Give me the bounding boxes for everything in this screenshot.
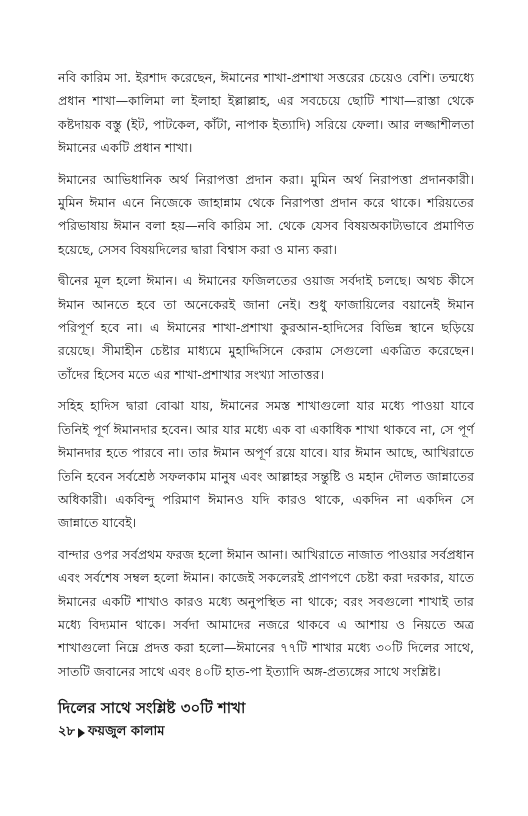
section-heading: দিলের সাথে সংশ্লিষ্ট ৩০টি শাখা — [58, 699, 246, 718]
page-content — [58, 66, 474, 719]
paragraph-2: ঈমানের আভিধানিক অর্থ নিরাপত্তা প্রদান করা। মুমিন অর্থ নিরাপত্তা প্রদানকারী। মুমিন ঈমান এনে নিজেকে জাহান্নাম থেকে নিরাপত্তা প্রদান করে থাকে। শরিয়তের পরিভাষায় ঈমান বলা হয়—নবি কারিম সা. থেকে যেসব বিষয়অকাট্যভাবে প্রমাণিত হয়েছে, সেসব বিষয়দিলের দ্বারা বিশ্বাস করা ও মান্য করা। — [58, 171, 474, 257]
book-title: ফয়জুল কালাম — [87, 724, 165, 739]
paragraph-4: সহিহ হাদিস দ্বারা বোঝা যায়, ঈমানের সমস্ত শাখাগুলো যার মধ্যে পাওয়া যাবে তিনিই পূর্ণ ঈমানদার হবেন। আর যার মধ্যে এক বা একাধিক শাখা থাকবে না, সে পূর্ণ ঈমানদার হতে পারবে না। তার ঈমান অপূর্ণ রয়ে যাবে। যার ঈমান আছে, আখিরাতে তিনি হবেন সর্বশ্রেষ্ঠ সফলকাম মানুষ এবং আল্লাহর সন্তুষ্টি ও মহান দৌলত জান্নাতের অধিকারী। একবিন্দু পরিমাণ ঈমানও যদি কারও থাকে, একদিন না একদিন সে জান্নাতে যাবেই। — [58, 398, 474, 531]
page-footer — [58, 722, 164, 743]
page-number: ২৮ — [58, 724, 75, 739]
paragraph-3: দ্বীনের মূল হলো ঈমান। এ ঈমানের ফজিলতের ওয়াজ সর্বদাই চলছে। অথচ কীসে ঈমান আনতে হবে তা অনেকেরই জানা নেই। শুধু ফাজায়িলের বয়ানেই ঈমান পরিপূর্ণ হবে না। এ ঈমানের শাখা-প্রশাখা কুরআন-হাদিসের বিভিন্ন স্থানে ছড়িয়ে রয়েছে। সীমাহীন চেষ্টার মাধ্যমে মুহাদ্দিসিনে কেরাম সেগুলো একত্রিত করেছেন। তাঁদের হিসেব মতে এর শাখা-প্রশাখার সংখ্যা সাতাত্তর। — [58, 273, 474, 382]
paragraph-5: বান্দার ওপর সর্বপ্রথম ফরজ হলো ঈমান আনা। আখিরাতে নাজাত পাওয়ার সর্বপ্রধান এবং সর্বশেষ সম্বল হলো ঈমান। কাজেই সকলেরই প্রাণপণে চেষ্টা করা দরকার, যাতে ঈমানের একটি শাখাও কারও মধ্যে অনুপস্থিত না থাকে; বরং সবগুলো শাখাই তার মধ্যে বিদ্যমান থাকে। সর্বদা আমাদের নজরে থাকবে এ আশায় ও নিয়তে অত্র শাখাগুলো নিম্নে প্রদত্ত করা হলো—ঈমানের ৭৭টি শাখার মধ্যে ৩০টি দিলের সাথে, সাতটি জবানের সাথে এবং ৪০টি হাত-পা ইত্যাদি অঙ্গ-প্রত্যঙ্গের সাথে সংশ্লিষ্ট। — [58, 546, 474, 679]
triangle-right-icon — [78, 728, 85, 738]
paragraph-1: নবি কারিম সা. ইরশাদ করেছেন, ঈমানের শাখা-প্রশাখা সত্তরের চেয়েও বেশি। তন্মধ্যে প্রধান শাখা—কালিমা লা ইলাহা ইল্লাল্লাহ, এর সবচেয়ে ছোটি শাখা—রাস্তা থেকে কষ্টদায়ক বস্তু (ইট, পাটকেল, কাঁটা, নাপাক ইত্যাদি) সরিয়ে ফেলা। আর লজ্জাশীলতা ঈমানের একটি প্রধান শাখা। — [58, 70, 474, 156]
